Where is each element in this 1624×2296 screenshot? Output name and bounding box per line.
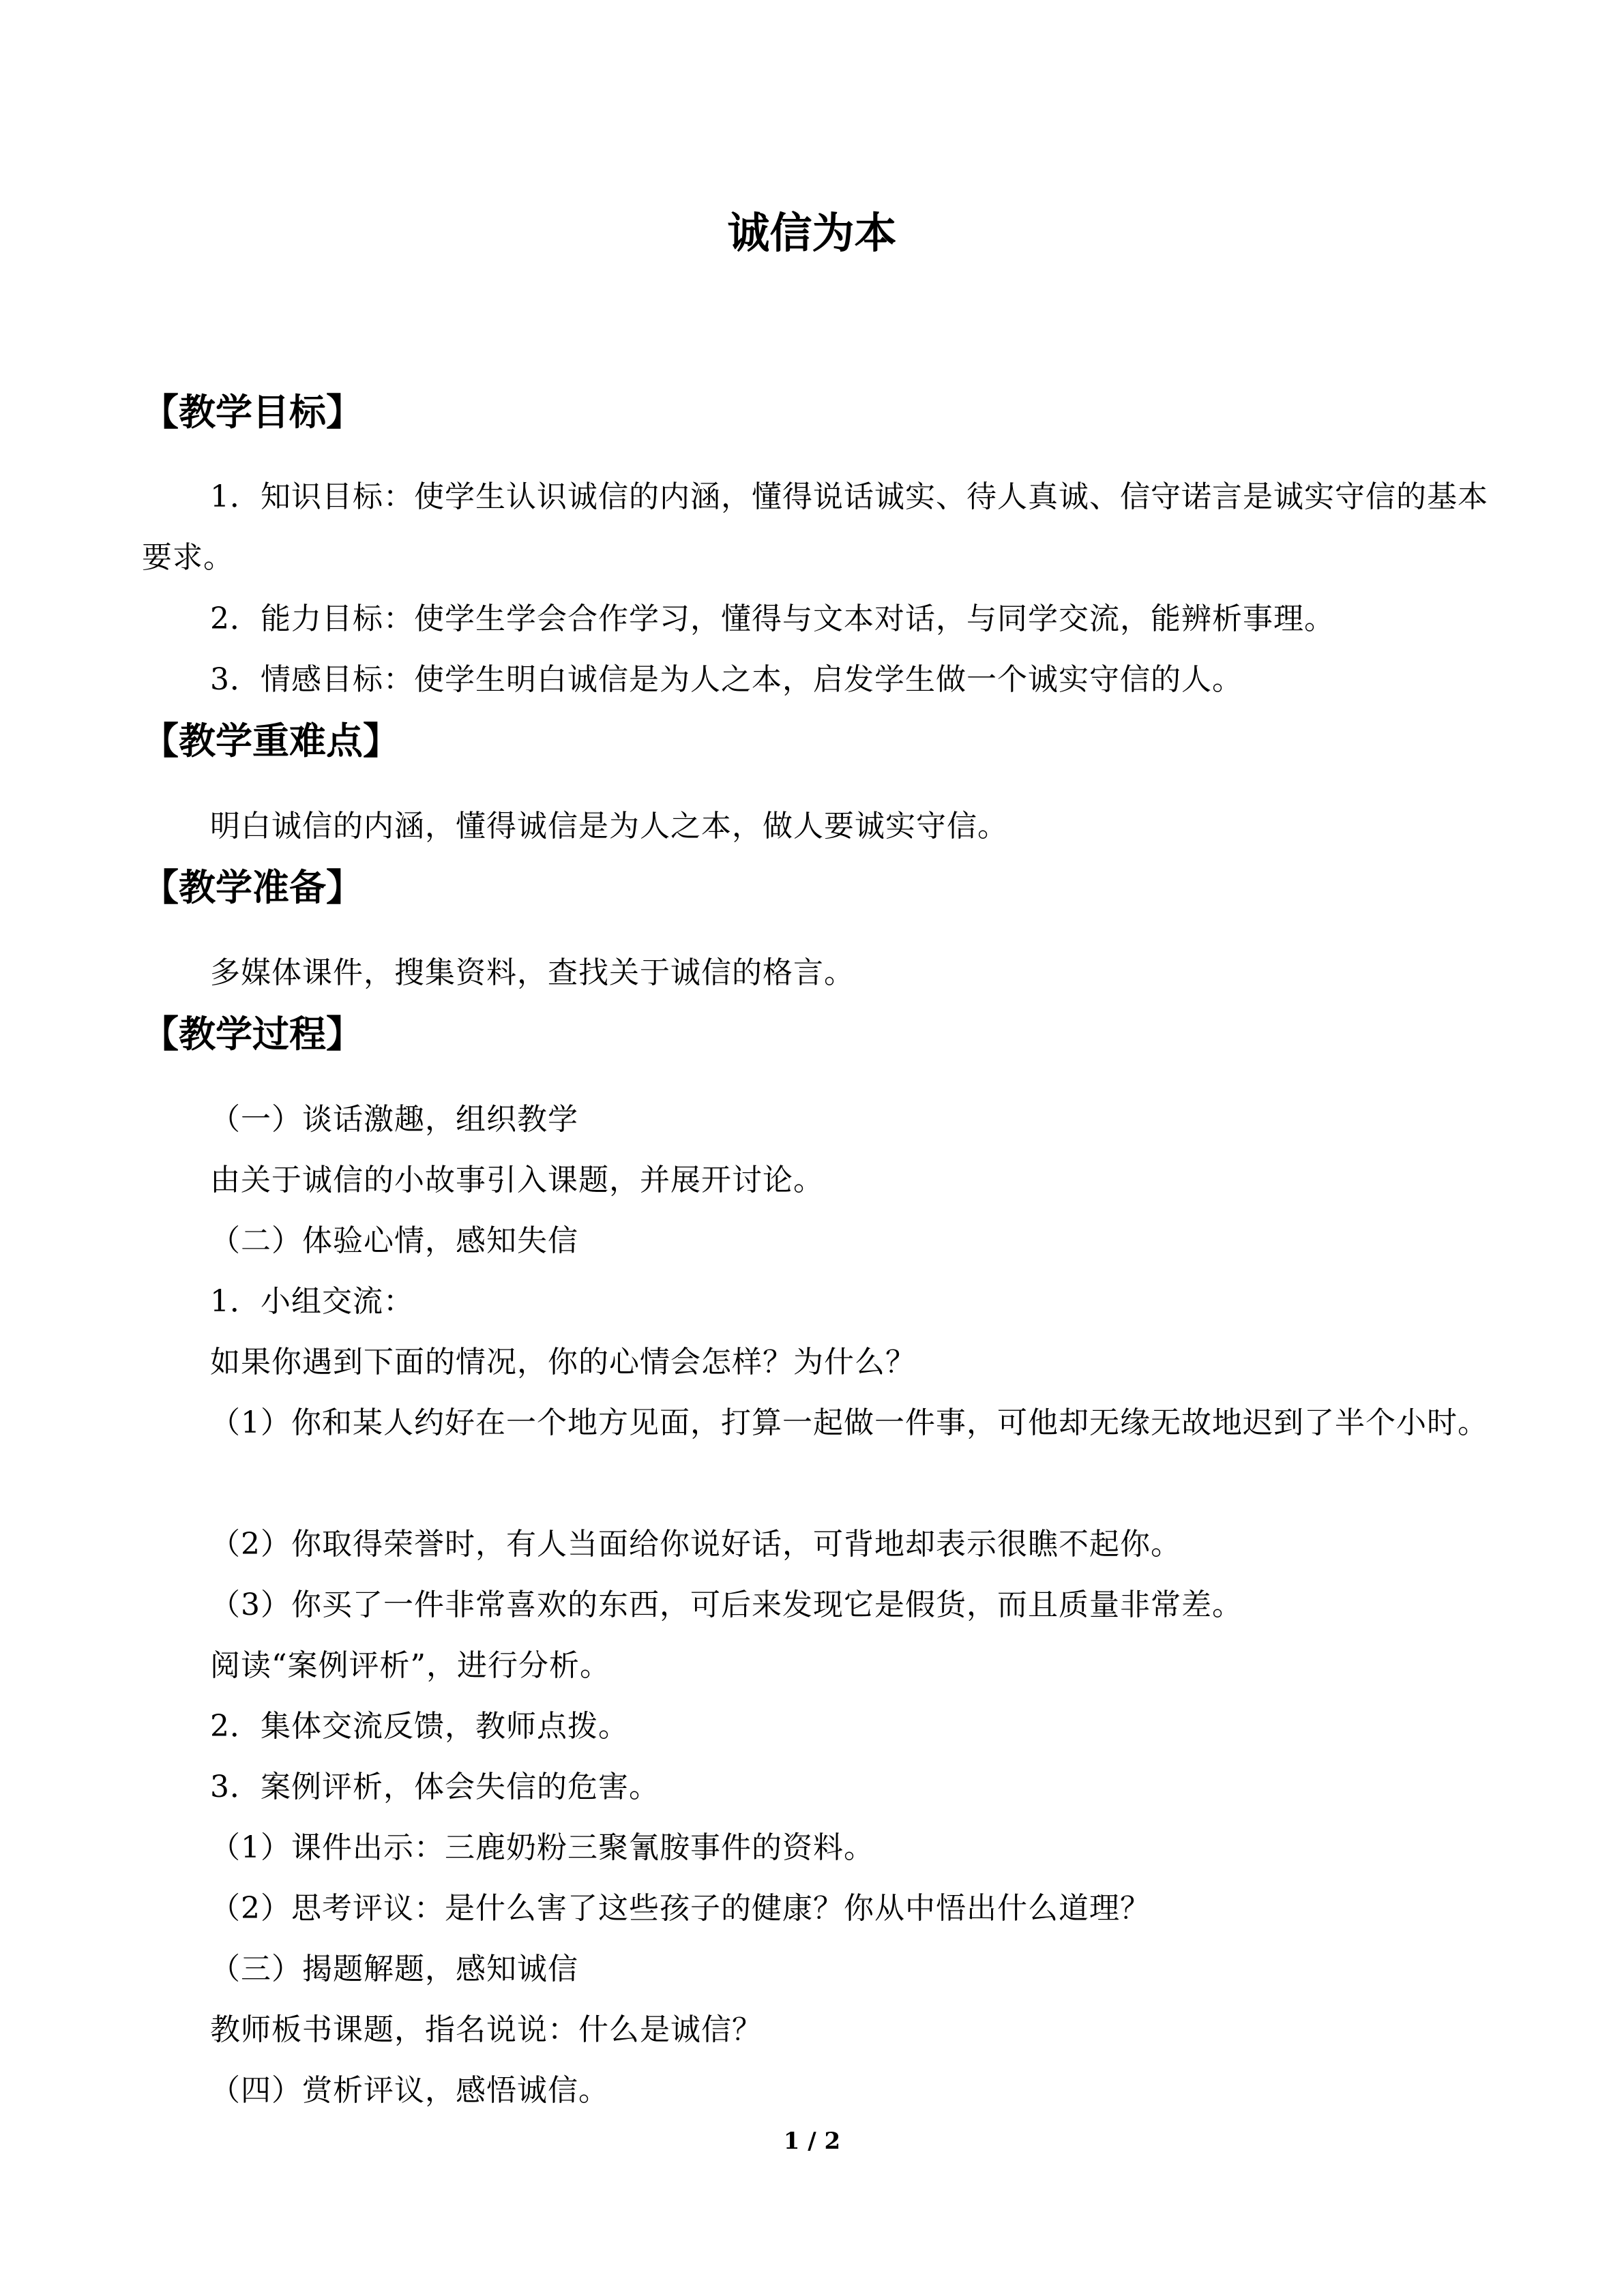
section-heading-key-points: 【教学重难点】 xyxy=(142,719,400,762)
section-heading-process: 【教学过程】 xyxy=(142,1013,363,1056)
paragraph-process-step-1: （一）谈话激趣，组织教学 xyxy=(210,1102,578,1137)
paragraph-case-2: （2）你取得荣誉时，有人当面给你说好话，可背地却表示很瞧不起你。 xyxy=(210,1527,1181,1562)
page-number: 1 / 2 xyxy=(783,2128,841,2155)
paragraph-reflection: （2）思考评议：是什么害了这些孩子的健康？你从中悟出什么道理？ xyxy=(210,1891,1151,1926)
page-title: 诚信为本 xyxy=(727,208,897,258)
paragraph-process-step-4: （四）赏析评议，感悟诚信。 xyxy=(210,2073,609,2108)
paragraph-preparation: 多媒体课件，搜集资料，查找关于诚信的格言。 xyxy=(210,955,855,990)
paragraph-process-step-2: （二）体验心情，感知失信 xyxy=(210,1223,578,1258)
paragraph-case-1: （1）你和某人约好在一个地方见面，打算一起做一件事，可他却无缘无故地迟到了半个小时。 xyxy=(210,1405,1488,1440)
paragraph-process-step-3: （三）揭题解题，感知诚信 xyxy=(210,1952,578,1986)
paragraph-emotion-goal: 3．情感目标：使学生明白诚信是为人之本，启发学生做一个诚实守信的人。 xyxy=(210,662,1243,697)
paragraph-question: 如果你遇到下面的情况，你的心情会怎样？为什么？ xyxy=(210,1345,916,1380)
paragraph-courseware: （1）课件出示：三鹿奶粉三聚氰胺事件的资料。 xyxy=(210,1830,874,1865)
paragraph-ability-goal: 2．能力目标：使学生学会合作学习，懂得与文本对话，与同学交流，能辨析事理。 xyxy=(210,601,1335,636)
paragraph-case-analysis: 3．案例评析，体会失信的危害。 xyxy=(210,1770,660,1804)
paragraph-read-case: 阅读“案例评析”，进行分析。 xyxy=(210,1648,610,1683)
paragraph-case-3: （3）你买了一件非常喜欢的东西，可后来发现它是假货，而且质量非常差。 xyxy=(210,1587,1243,1622)
paragraph-board-writing: 教师板书课题，指名说说：什么是诚信？ xyxy=(210,2012,763,2047)
paragraph-group-discussion: 1．小组交流： xyxy=(210,1284,414,1319)
section-heading-preparation: 【教学准备】 xyxy=(142,866,363,909)
paragraph-key-points: 明白诚信的内涵，懂得诚信是为人之本，做人要诚实守信。 xyxy=(210,809,1008,844)
paragraph-feedback: 2．集体交流反馈，教师点拨。 xyxy=(210,1709,629,1744)
paragraph-process-intro: 由关于诚信的小故事引入课题，并展开讨论。 xyxy=(210,1163,824,1197)
paragraph-knowledge-goal: 1．知识目标：使学生认识诚信的内涵，懂得说话诚实、待人真诚、信守诺言是诚实守信的基本要求。 xyxy=(142,479,1488,575)
section-heading-objectives: 【教学目标】 xyxy=(142,391,363,434)
